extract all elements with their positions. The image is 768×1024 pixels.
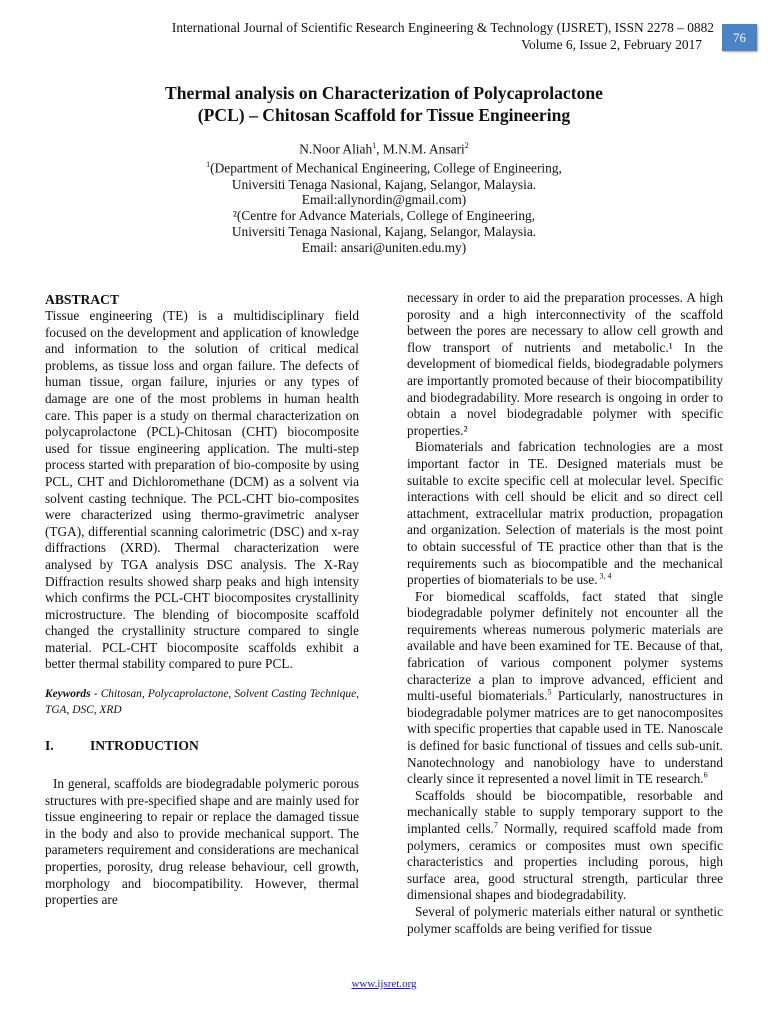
affiliation-1-mark: 1 [206,160,211,170]
section-title: INTRODUCTION [90,738,199,754]
paragraph-2-text: Biomaterials and fabrication technologies are a most important factor in TE. Designed materials must be suitable to excite specific cell at molecular level. Specific interactions with cell should be elicit and so direct cell attachment, extracellular matrix production, propagation and organization. Selection of materials is the most point to obtain successful of TE practice other than that is the requirements such as biocompatible and the mechanical properties of biomaterials to be use. [407,439,723,588]
author-1-affiliation-mark: 1 [372,141,377,150]
abstract-heading: ABSTRACT [45,292,120,307]
right-column [407,290,723,937]
affiliation-1-dept: (Department of Mechanical Engineering, College of Engineering, [210,160,562,176]
author-2-affiliation-mark: 2 [464,141,469,150]
citation-7: 7 [493,820,498,830]
paragraph-3-text-b: Particularly, nanostructures in biodegradable polymer matrices are to get nanocomposites with specific properties that capable used in TE. Nanoscale is defined for basic functional of tissues and cells sub-unit. Nanotechnology and nanobiology have to understand clearly since it represented a novel limit in TE research. [407,688,723,787]
volume-info: Volume 6, Issue 2, February 2017 [521,37,702,52]
right-paragraph-2 [407,439,723,588]
author-names [0,138,768,157]
title-line-2: (PCL) – Chitosan Scaffold for Tissue Engineering [197,105,571,125]
paragraph-4-text-b: Normally, required scaffold made from polymers, ceramics or composites must own specific characteristics and properties including porous, high surface area, good structural strength, particular three dimensional shapes and biodegradability. [407,821,723,903]
citation-6: 6 [703,770,708,780]
author-separator: , [376,141,383,157]
author-1: N.Noor Aliah [299,141,373,157]
affiliation-1-email: Email:allynordin@gmail.com) [301,192,467,208]
left-column [45,292,359,909]
citation-3-4: 3, 4 [597,571,612,581]
section-heading-introduction [45,738,359,754]
author-2: M.N.M. Ansari [382,141,465,157]
paragraph-3-text-a: For biomedical scaffolds, fact stated that single biodegradable polymer definitely not encounter all the requirements whereas numerous polymeric materials are available and have been examined for TE. Because of that, fabrication of various component polymer systems characterize a plan to improve advanced, efficient and multi-useful biomaterials. [407,588,723,704]
footer-website-link[interactable]: www.ijsret.org [351,978,417,990]
section-number: I. [45,738,54,754]
right-paragraph-1: necessary in order to aid the preparation processes. A high porosity and a high interconnectivity of the scaffold between the pores are necessary to allow cell growth and flow transport of nutrients and metabolic.¹ In the development of biomedical fields, biodegradable polymers are importantly promoted because of their biocompatibility and biodegradability. More research is ongoing in order to obtain a novel biodegradable polymer with specific properties.² [407,290,723,438]
author-block [0,138,768,256]
abstract-text: Tissue engineering (TE) is a multidisciplinary field focused on the development and application of knowledge and information to the solution of critical medical problems, as tissue loss and organ failure. The defects of human tissue, organ failure, injuries or any types of damage are one of the most problems in human health care. This paper is a study on thermal characterization on polycaprolactone (PCL)-Chitosan (CHT) biocomposite used for tissue engineering application. The multi-step process started with preparation of bio-composite by using PCL, CHT and Dichloromethane (DCM) as a solvent via solvent casting technique. The PCL-CHT bio-composites were characterized using thermo-gravimetric analyser (TGA), differential scanning calorimetric (DSC) and x-ray diffractions (XRD). Thermal characterization were analysed by TGA analysis DSC analysis. The X-Ray Diffraction results showed sharp peaks and high intensity which confirms the PCL-CHT biocomposites crystallinity microstructure. The blending of biocomposite scaffold changed the crystallinity structure compared to single material. PCL-CHT biocomposite scaffolds exhibit a better thermal stability compared to pure PCL. [45,308,359,672]
keywords-label: Keywords [45,688,91,701]
paragraph-4-text-a: Scaffolds should be biocompatible, resorbable and mechanically stable to supply temporary support to the implanted cells. [407,787,723,836]
right-paragraph-3 [407,589,723,788]
page-number-badge: 76 [722,24,757,51]
journal-header: International Journal of Scientific Research Engineering & Technology (IJSRET), ISSN 2278 – 0882 [171,20,714,35]
affiliation-2-email: Email: ansari@uniten.edu.my) [301,239,467,255]
right-paragraph-4 [407,788,723,904]
affiliation-2-line-1: ²(Centre for Advance Materials, College of Engineering, [232,208,536,224]
keywords [45,686,359,718]
intro-paragraph-1: In general, scaffolds are biodegradable polymeric porous structures with pre-specified shape and are mainly used for tissue engineering to repair or replace the damaged tissue in the body and also to provide mechanical support. The parameters requirement and considerations are mechanical properties, porosity, drug release behaviour, cell growth, morphology and biocompatibility. However, thermal properties are [45,776,359,908]
affiliation-1-line-1 [0,157,768,176]
title-line-1: Thermal analysis on Characterization of Polycaprolactone [164,83,603,103]
affiliation-1-line-2: Universiti Tenaga Nasional, Kajang, Selangor, Malaysia. [231,176,537,192]
affiliation-2-line-2: Universiti Tenaga Nasional, Kajang, Selangor, Malaysia. [231,223,537,239]
paper-title [0,82,768,126]
right-paragraph-5: Several of polymeric materials either natural or synthetic polymer scaffolds are being verified for tissue [407,903,723,936]
keywords-text: - Chitosan, Polycaprolactone, Solvent Casting Technique, TGA, DSC, XRD [45,688,359,717]
citation-5: 5 [547,687,552,697]
